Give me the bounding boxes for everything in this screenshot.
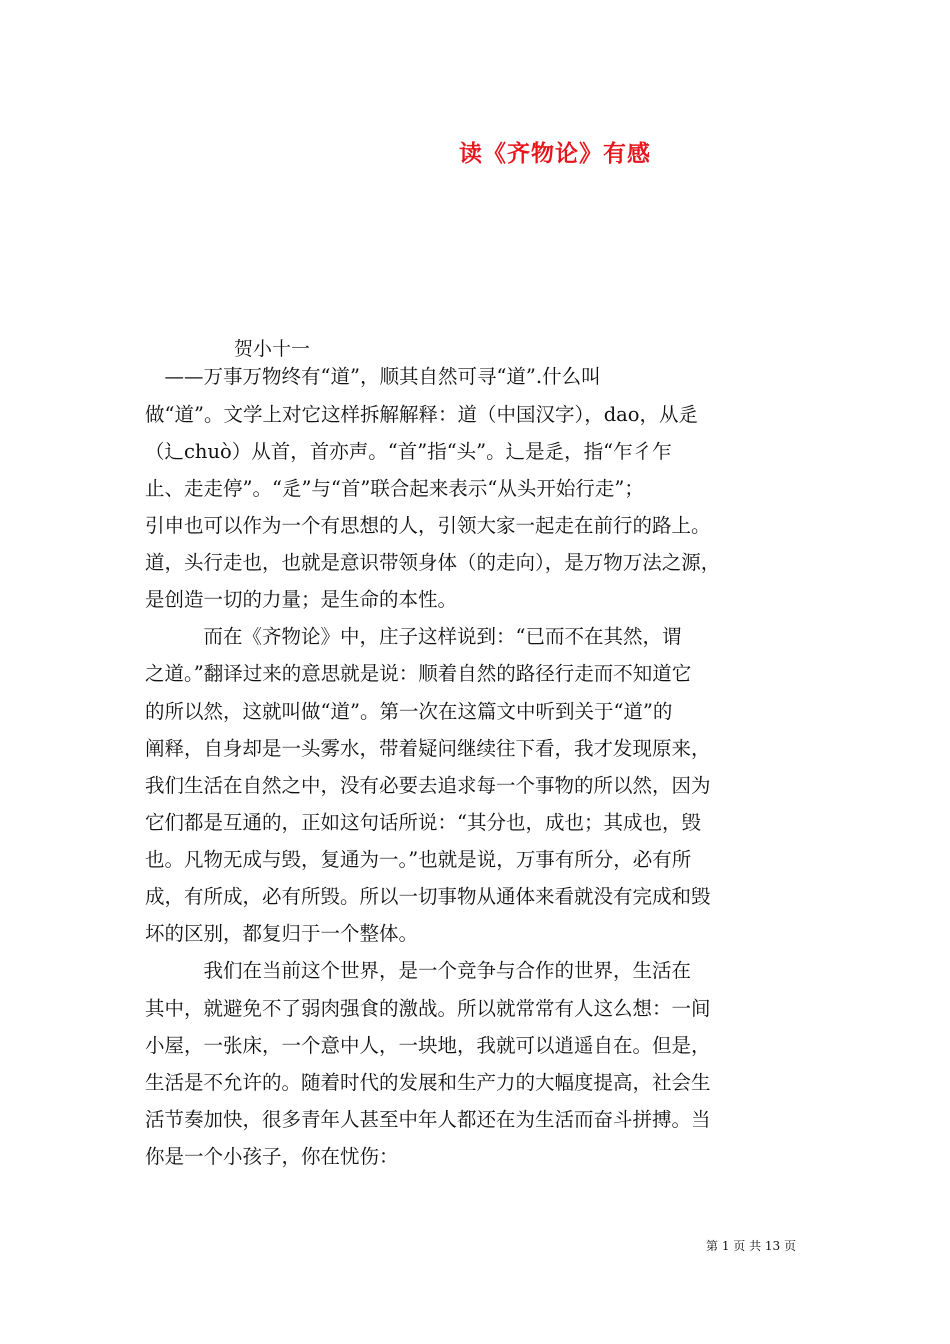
body-line: 我们生活在自然之中，没有必要去追求每一个事物的所以然，因为	[145, 774, 711, 797]
author-name: 贺小十一	[234, 338, 311, 360]
document-title: 读《齐物论》有感	[459, 140, 651, 167]
body-line: 生活是不允许的。随着时代的发展和生产力的大幅度提高，社会生	[145, 1071, 711, 1094]
body-line: 而在《齐物论》中，庄子这样说到：“已而不在其然，谓	[145, 625, 682, 648]
body-line: 其中，就避免不了弱肉强食的激战。所以就常常有人这么想：一间	[145, 997, 711, 1020]
body-line: 它们都是互通的，正如这句话所说：“其分也，成也；其成也，毁	[145, 811, 701, 834]
body-line: 也。凡物无成与毁，复通为一。”也就是说，万事有所分，必有所	[145, 848, 692, 871]
body-line: 成，有所成，必有所毁。所以一切事物从通体来看就没有完成和毁	[145, 885, 711, 908]
body-line: 做“道”。文学上对它这样拆解解释：道（中国汉字），dao，从辵	[145, 403, 699, 426]
body-line: 之道。”翻译过来的意思就是说：顺着自然的路径行走而不知道它	[145, 662, 692, 685]
body-line: 阐释，自身却是一头雾水，带着疑问继续往下看，我才发现原来，	[145, 737, 711, 760]
body-line: ——万事万物终有“道”，顺其自然可寻“道”.什么叫	[145, 365, 601, 388]
body-line: 是创造一切的力量；是生命的本性。	[145, 588, 458, 611]
body-line: 引申也可以作为一个有思想的人，引领大家一起走在前行的路上。	[145, 514, 711, 537]
body-line: 小屋，一张床，一个意中人，一块地，我就可以逍遥自在。但是，	[145, 1034, 711, 1057]
body-line: 活节奏加快，很多青年人甚至中年人都还在为生活而奋斗拼搏。当	[145, 1108, 711, 1131]
body-line: （辶chuò）从首，首亦声。“首”指“头”。辶是辵，指“乍彳乍	[145, 440, 672, 463]
body-line: 止、走走停”。“辵”与“首”联合起来表示“从头开始行走”；	[145, 477, 644, 500]
body-line: 坏的区别，都复归于一个整体。	[145, 922, 419, 945]
body-line: 你是一个小孩子，你在忧伤：	[145, 1145, 399, 1168]
body-line: 我们在当前这个世界，是一个竞争与合作的世界，生活在	[145, 959, 692, 982]
body-line: 道，头行走也，也就是意识带领身体（的走向），是万物万法之源，	[145, 551, 721, 574]
page-number-footer: 第 1 页 共 13 页	[706, 1239, 796, 1253]
body-line: 的所以然，这就叫做“道”。第一次在这篇文中听到关于“道”的	[145, 700, 673, 723]
